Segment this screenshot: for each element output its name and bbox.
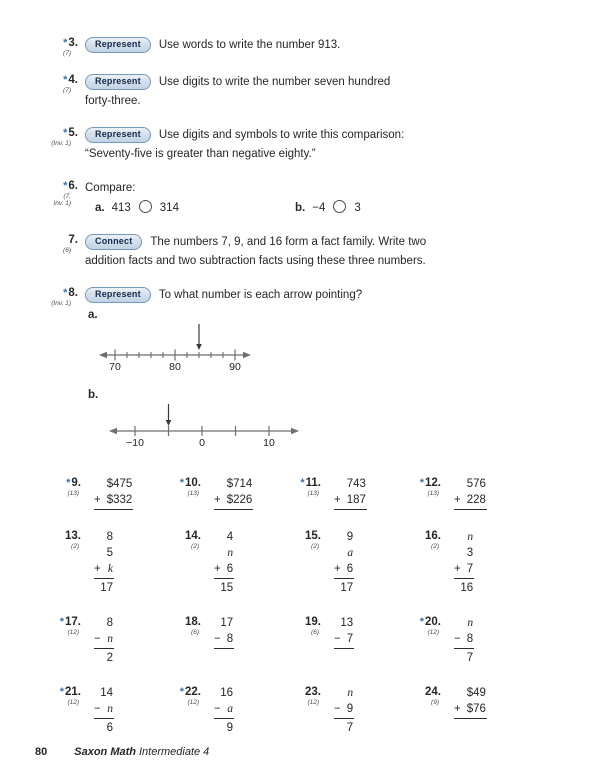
operand: 9 bbox=[226, 721, 233, 734]
lesson-ref: (9) bbox=[431, 698, 439, 706]
arith-problem-12 bbox=[415, 476, 535, 510]
problem-text: Use words to write the number 913. bbox=[158, 39, 341, 51]
variable: a bbox=[227, 702, 233, 715]
operator-sign: + bbox=[334, 562, 341, 575]
pointing-arrow bbox=[166, 420, 172, 426]
starred-marker: * bbox=[419, 615, 424, 628]
operand: 8 bbox=[466, 632, 474, 645]
represent-badge: Represent bbox=[85, 74, 151, 90]
operator-row bbox=[454, 631, 474, 649]
part-b bbox=[295, 199, 495, 218]
operator-row bbox=[334, 631, 354, 649]
operand: 9 bbox=[346, 702, 354, 715]
operator-sign: − bbox=[454, 632, 461, 645]
problem-number-label bbox=[295, 685, 321, 699]
operand: 17 bbox=[340, 581, 354, 594]
problem-number bbox=[175, 615, 201, 637]
problem-number-label bbox=[295, 476, 321, 490]
result-row bbox=[454, 579, 474, 596]
operand: $76 bbox=[466, 702, 486, 715]
problem-number-label: 8. bbox=[68, 286, 78, 299]
arith-problem-15 bbox=[295, 529, 415, 596]
number-text: 21. bbox=[65, 685, 81, 698]
operator-row bbox=[94, 701, 114, 719]
lesson-ref: (6) bbox=[63, 246, 71, 254]
operand: 7 bbox=[466, 562, 474, 575]
lesson-ref: (13) bbox=[187, 489, 199, 497]
term-row bbox=[334, 685, 354, 701]
operator-row bbox=[334, 492, 367, 510]
operator-row bbox=[214, 561, 234, 579]
term-row bbox=[454, 615, 474, 631]
operator-row bbox=[334, 561, 354, 579]
operator-sign: + bbox=[454, 562, 461, 575]
lesson-ref: (2) bbox=[71, 542, 79, 550]
term-row bbox=[94, 529, 114, 545]
problem-number-label bbox=[415, 476, 441, 490]
operator-sign: + bbox=[454, 702, 461, 715]
result-row bbox=[214, 579, 234, 596]
term-row bbox=[334, 529, 354, 545]
problem-4 bbox=[35, 73, 583, 111]
starred-marker: * bbox=[63, 126, 68, 139]
result-row bbox=[94, 719, 114, 736]
starred-marker: * bbox=[419, 476, 424, 489]
vertical-arithmetic bbox=[94, 476, 133, 510]
operand: 14 bbox=[100, 686, 113, 699]
vertical-arithmetic bbox=[454, 685, 487, 719]
operator-row bbox=[454, 701, 487, 719]
problem-8 bbox=[35, 286, 583, 461]
arith-problem-18 bbox=[175, 615, 295, 666]
left-value: 413 bbox=[111, 201, 131, 214]
numberline-a-label: a. bbox=[88, 308, 98, 321]
problem-number-label: 3. bbox=[68, 37, 78, 49]
problem-number bbox=[55, 685, 81, 707]
problem-3 bbox=[35, 36, 583, 58]
problem-number bbox=[295, 476, 321, 498]
problem-number-label: 6. bbox=[68, 179, 78, 192]
operator-row bbox=[334, 701, 354, 719]
term-row bbox=[94, 615, 114, 631]
tick-label: 80 bbox=[169, 360, 181, 373]
arith-problem-13 bbox=[55, 529, 175, 596]
term-row bbox=[214, 615, 234, 631]
numberline-b-figure bbox=[109, 404, 583, 461]
left-value: −4 bbox=[312, 201, 326, 214]
variable: n bbox=[467, 530, 474, 543]
problem-body bbox=[85, 286, 583, 461]
operator-sign: − bbox=[214, 632, 221, 645]
vertical-arithmetic bbox=[94, 529, 114, 596]
lesson-ref: (13) bbox=[67, 489, 79, 497]
operand: $226 bbox=[226, 493, 253, 506]
problem-number bbox=[295, 615, 321, 637]
arith-problem-11 bbox=[295, 476, 415, 510]
problem-text: Compare: bbox=[85, 181, 136, 194]
represent-badge: Represent bbox=[85, 127, 151, 143]
part-a bbox=[95, 199, 295, 218]
starred-marker: * bbox=[63, 37, 68, 49]
starred-marker: * bbox=[66, 476, 71, 489]
lesson-ref: (6) bbox=[311, 628, 319, 636]
problem-text-line2: “Seventy-five is greater than negative eighty.” bbox=[85, 147, 316, 160]
vertical-arithmetic bbox=[454, 615, 474, 666]
number-text: 19. bbox=[305, 615, 321, 628]
operand: 8 bbox=[226, 632, 234, 645]
arith-problem-22 bbox=[175, 685, 295, 736]
problem-number-label bbox=[175, 529, 201, 543]
problem-text: Use digits to write the number seven hundred bbox=[158, 75, 391, 88]
problem-text: Use digits and symbols to write this comparison: bbox=[158, 128, 405, 141]
right-value: 3 bbox=[354, 201, 361, 214]
operand: $332 bbox=[106, 493, 133, 506]
problem-body bbox=[85, 73, 583, 111]
represent-badge: Represent bbox=[85, 37, 151, 53]
problem-6 bbox=[35, 179, 583, 218]
arith-problem-9 bbox=[55, 476, 175, 510]
operator-sign: − bbox=[214, 702, 221, 715]
lesson-ref: (7, bbox=[63, 192, 71, 200]
operator-sign: − bbox=[334, 632, 341, 645]
number-text: 18. bbox=[185, 615, 201, 628]
problem-number bbox=[35, 36, 78, 58]
part-label: a. bbox=[95, 201, 105, 214]
problem-number-label bbox=[55, 476, 81, 490]
problem-number bbox=[175, 476, 201, 498]
problem-number bbox=[35, 126, 78, 164]
variable: n bbox=[227, 546, 234, 559]
operator-row bbox=[94, 492, 133, 510]
tick-label: −10 bbox=[126, 436, 144, 449]
problem-number-label: 5. bbox=[68, 126, 78, 139]
vertical-arithmetic bbox=[334, 476, 367, 510]
problem-text-line2: forty-three. bbox=[85, 94, 141, 107]
operator-row bbox=[214, 492, 253, 510]
page-footer bbox=[35, 746, 209, 758]
variable: a bbox=[347, 546, 354, 559]
starred-marker: * bbox=[179, 476, 184, 489]
problem-text-line2: addition facts and two subtraction facts using these three numbers. bbox=[85, 254, 426, 267]
lesson-ref: (2) bbox=[431, 542, 439, 550]
number-text: 10. bbox=[185, 476, 201, 489]
number-text: 11. bbox=[305, 476, 321, 489]
lesson-ref: (7) bbox=[63, 50, 71, 57]
result-row bbox=[94, 579, 114, 596]
lesson-ref: (12) bbox=[307, 698, 319, 706]
connect-badge: Connect bbox=[85, 234, 142, 250]
problem-number bbox=[415, 476, 441, 498]
problem-number-label bbox=[415, 685, 441, 699]
operator-row bbox=[454, 561, 474, 579]
term-row bbox=[94, 685, 114, 701]
operand: 4 bbox=[226, 530, 234, 543]
term-row bbox=[214, 545, 234, 561]
vertical-arithmetic bbox=[334, 615, 354, 649]
term-row bbox=[454, 529, 474, 545]
operand: 6 bbox=[226, 562, 234, 575]
term-row bbox=[334, 615, 354, 631]
operator-sign: + bbox=[214, 493, 221, 506]
term-row bbox=[454, 476, 487, 492]
result-row bbox=[334, 579, 354, 596]
problem-body bbox=[85, 36, 583, 58]
operator-sign: + bbox=[214, 562, 221, 575]
operator-row bbox=[214, 701, 234, 719]
term-row bbox=[334, 476, 367, 492]
operand: 15 bbox=[220, 581, 234, 594]
operand: 7 bbox=[346, 721, 354, 734]
operand: 16 bbox=[460, 581, 474, 594]
term-row bbox=[454, 545, 474, 561]
starred-marker: * bbox=[59, 615, 64, 628]
arith-problem-17 bbox=[55, 615, 175, 666]
operator-row bbox=[214, 631, 234, 649]
arith-problem-21 bbox=[55, 685, 175, 736]
comparison-circle bbox=[333, 200, 346, 213]
operator-sign: − bbox=[334, 702, 341, 715]
operand: 187 bbox=[346, 493, 366, 506]
problem-number-label: 4. bbox=[68, 73, 78, 86]
pointing-arrow bbox=[196, 344, 202, 350]
series-name: Saxon Math bbox=[74, 746, 136, 758]
tick-label: 90 bbox=[229, 360, 241, 373]
operand: 9 bbox=[346, 530, 354, 543]
arith-problem-20 bbox=[415, 615, 535, 666]
lesson-ref: (13) bbox=[427, 489, 439, 497]
tick-label: 0 bbox=[199, 436, 205, 449]
operand: 13 bbox=[340, 616, 354, 629]
problem-number-label bbox=[55, 615, 81, 629]
operator-sign: + bbox=[454, 493, 461, 506]
number-text: 13. bbox=[65, 529, 81, 542]
number-text: 20. bbox=[425, 615, 441, 628]
problem-number bbox=[35, 73, 78, 111]
problem-number bbox=[175, 685, 201, 707]
starred-marker: * bbox=[59, 685, 64, 698]
page-number: 80 bbox=[35, 746, 48, 758]
problem-number bbox=[55, 476, 81, 498]
operator-sign: + bbox=[94, 493, 101, 506]
problem-body bbox=[85, 126, 583, 164]
lesson-ref: (12) bbox=[67, 698, 79, 706]
part-label: b. bbox=[295, 201, 306, 214]
problem-number bbox=[415, 615, 441, 637]
term-row bbox=[214, 529, 234, 545]
problem-number-label bbox=[415, 529, 441, 543]
arith-problem-19 bbox=[295, 615, 415, 666]
result-row bbox=[94, 649, 114, 666]
problem-number-label bbox=[55, 529, 81, 543]
lesson-ref: (12) bbox=[187, 698, 199, 706]
term-row bbox=[94, 545, 114, 561]
operand: 17 bbox=[100, 581, 113, 594]
problem-number-label bbox=[175, 685, 201, 699]
vertical-arithmetic bbox=[214, 615, 234, 649]
variable: k bbox=[107, 562, 113, 575]
vertical-arithmetic bbox=[214, 476, 253, 510]
problem-number bbox=[295, 529, 321, 551]
problem-number bbox=[35, 286, 78, 461]
number-text: 15. bbox=[305, 529, 321, 542]
number-text: 9. bbox=[71, 476, 81, 489]
represent-badge: Represent bbox=[85, 287, 151, 303]
problem-number-label bbox=[295, 529, 321, 543]
arith-problem-24 bbox=[415, 685, 535, 736]
lesson-ref: (6) bbox=[191, 628, 199, 636]
numberline-a-figure bbox=[99, 322, 583, 385]
problem-number bbox=[415, 685, 441, 707]
operand: 576 bbox=[466, 477, 486, 490]
problem-text: To what number is each arrow pointing? bbox=[158, 288, 363, 301]
problem-number-label bbox=[175, 476, 201, 490]
problem-text: The numbers 7, 9, and 16 form a fact family. Write two bbox=[150, 235, 427, 248]
problem-body bbox=[85, 179, 583, 218]
result-row bbox=[334, 719, 354, 736]
operand: 743 bbox=[346, 477, 366, 490]
tick-label: 10 bbox=[263, 436, 275, 449]
variable: n bbox=[107, 702, 113, 715]
number-text: 17. bbox=[65, 615, 81, 628]
lesson-ref: (Inv. 1) bbox=[51, 299, 71, 307]
number-text: 24. bbox=[425, 685, 441, 698]
lesson-ref: (12) bbox=[427, 628, 439, 636]
problem-number bbox=[415, 529, 441, 551]
problem-body bbox=[85, 233, 583, 271]
numberline-b-label: b. bbox=[88, 388, 99, 401]
operand: 8 bbox=[106, 616, 113, 629]
operand: 6 bbox=[346, 562, 354, 575]
arith-problem-14 bbox=[175, 529, 295, 596]
problem-7 bbox=[35, 233, 583, 271]
variable: n bbox=[347, 686, 354, 699]
problem-number bbox=[35, 233, 78, 271]
term-row bbox=[334, 545, 354, 561]
operator-row bbox=[94, 561, 114, 579]
problem-number-label bbox=[415, 615, 441, 629]
vertical-arithmetic bbox=[214, 685, 234, 736]
term-row bbox=[214, 476, 253, 492]
operator-sign: − bbox=[94, 702, 101, 715]
operator-sign: + bbox=[334, 493, 341, 506]
operand: 8 bbox=[106, 530, 113, 543]
operator-sign: + bbox=[94, 562, 101, 575]
starred-marker: * bbox=[63, 179, 68, 192]
variable: n bbox=[107, 632, 113, 645]
lesson-ref: (12) bbox=[67, 628, 79, 636]
operator-sign: − bbox=[94, 632, 101, 645]
problem-number bbox=[295, 685, 321, 707]
term-row bbox=[454, 685, 487, 701]
problem-number bbox=[55, 529, 81, 551]
vertical-arithmetic bbox=[334, 685, 354, 736]
arith-problem-23 bbox=[295, 685, 415, 736]
problem-number-label bbox=[55, 685, 81, 699]
vertical-arithmetic bbox=[94, 685, 114, 736]
number-text: 22. bbox=[185, 685, 201, 698]
operand: 16 bbox=[220, 686, 233, 699]
edition-name: Intermediate 4 bbox=[138, 746, 210, 758]
problem-number-label bbox=[295, 615, 321, 629]
operand: 7 bbox=[466, 651, 474, 664]
lesson-practice-problems bbox=[35, 36, 583, 736]
variable: n bbox=[467, 616, 474, 629]
result-row bbox=[454, 649, 474, 666]
operand: 7 bbox=[346, 632, 354, 645]
operand: 3 bbox=[466, 546, 474, 559]
vertical-arithmetic bbox=[334, 529, 354, 596]
starred-marker: * bbox=[300, 476, 305, 489]
operator-row bbox=[94, 631, 114, 649]
lesson-ref: (13) bbox=[307, 489, 319, 497]
number-text: 16. bbox=[425, 529, 441, 542]
operand: 6 bbox=[106, 721, 113, 734]
term-row bbox=[94, 476, 133, 492]
problem-number bbox=[55, 615, 81, 637]
vertical-arithmetic bbox=[454, 476, 487, 510]
vertical-arithmetic bbox=[94, 615, 114, 666]
lesson-ref: (Inv. 1) bbox=[51, 139, 71, 147]
problem-5 bbox=[35, 126, 583, 164]
number-text: 14. bbox=[185, 529, 201, 542]
lesson-ref: (7) bbox=[63, 86, 71, 94]
number-text: 23. bbox=[305, 685, 321, 698]
vertical-arithmetic bbox=[454, 529, 474, 596]
operand: 5 bbox=[106, 546, 113, 559]
vertical-arithmetic bbox=[214, 529, 234, 596]
operand: $714 bbox=[226, 477, 253, 490]
operand: 17 bbox=[220, 616, 234, 629]
operator-row bbox=[454, 492, 487, 510]
operand: $475 bbox=[106, 477, 133, 490]
number-text: 12. bbox=[425, 476, 441, 489]
starred-marker: * bbox=[63, 73, 68, 86]
operand: 228 bbox=[466, 493, 486, 506]
problem-number-label: 7. bbox=[68, 233, 78, 246]
comparison-circle bbox=[139, 200, 152, 213]
right-value: 314 bbox=[159, 201, 179, 214]
problem-number bbox=[175, 529, 201, 551]
book-title bbox=[74, 746, 209, 758]
starred-marker: * bbox=[63, 286, 68, 299]
arith-problem-16 bbox=[415, 529, 535, 596]
arithmetic-grid bbox=[55, 476, 583, 736]
lesson-ref: (2) bbox=[311, 542, 319, 550]
arith-problem-10 bbox=[175, 476, 295, 510]
problem-number bbox=[35, 179, 78, 218]
starred-marker: * bbox=[179, 685, 184, 698]
term-row bbox=[214, 685, 234, 701]
lesson-ref: (2) bbox=[191, 542, 199, 550]
operand: $49 bbox=[466, 686, 486, 699]
problem-number-label bbox=[175, 615, 201, 629]
tick-label: 70 bbox=[109, 360, 121, 373]
lesson-ref-line2: Inv. 1) bbox=[53, 200, 71, 207]
operand: 2 bbox=[106, 651, 113, 664]
comparison-parts bbox=[95, 199, 583, 218]
result-row bbox=[214, 719, 234, 736]
